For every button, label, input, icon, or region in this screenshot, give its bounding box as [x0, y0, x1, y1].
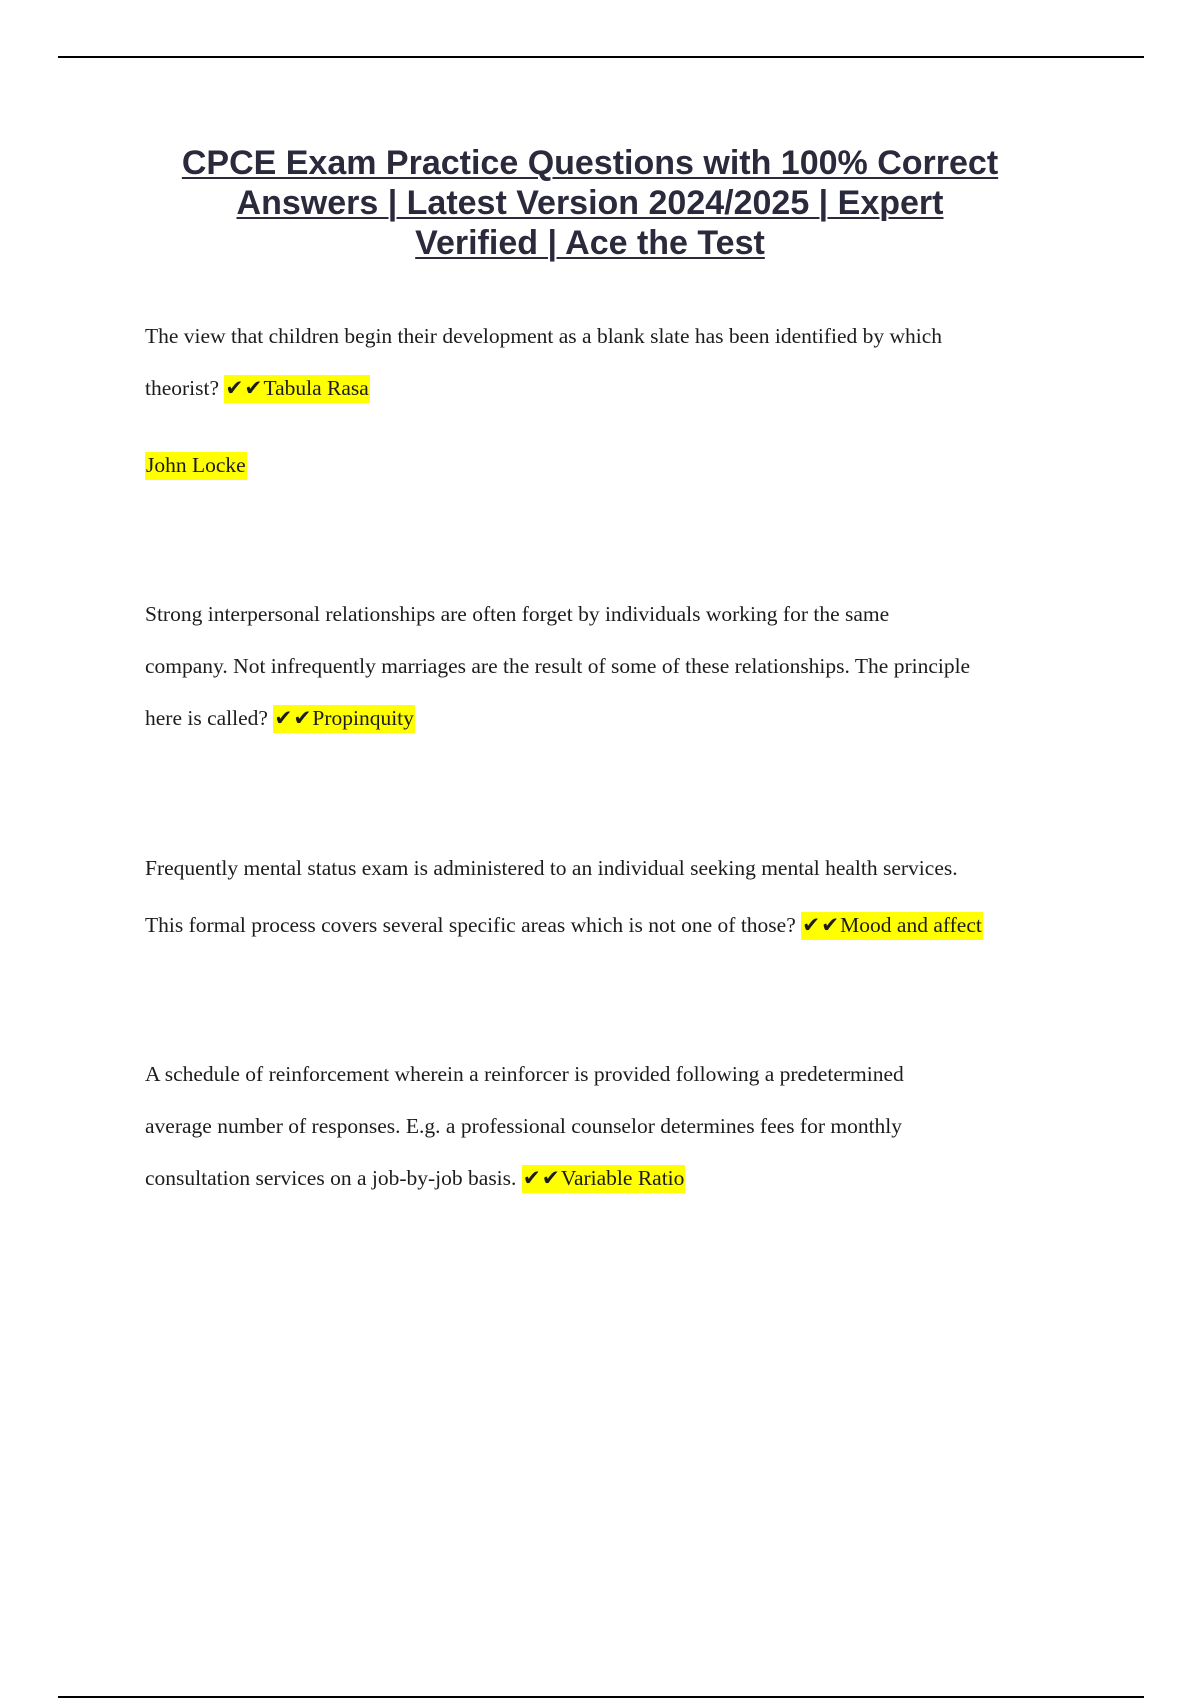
question-text-line — [145, 1152, 1085, 1204]
question-text: average number of responses. E.g. a professional counselor determines fees for monthly — [145, 1114, 903, 1138]
double-check-icon: ✔✔ — [522, 1166, 561, 1190]
question-text: The view that children begin their development as a blank slate has been identified by which — [145, 324, 943, 348]
double-check-icon: ✔✔ — [802, 913, 841, 937]
answer-text: Mood and affect — [840, 913, 982, 937]
question-block — [145, 1048, 1085, 1204]
header-rule — [58, 56, 1144, 58]
question-text-line — [145, 899, 1085, 956]
answer-text: Propinquity — [312, 706, 414, 730]
document-title — [90, 143, 1090, 263]
question-text: A schedule of reinforcement wherein a reinforcer is provided following a predetermined — [145, 1062, 904, 1086]
answer-highlight — [224, 375, 369, 403]
question-block — [145, 842, 1085, 956]
question-block — [145, 588, 1085, 744]
question-text-line — [145, 362, 1085, 439]
answer-text: Tabula Rasa — [263, 376, 369, 400]
question-text: Frequently mental status exam is administered to an individual seeking mental health services. — [145, 856, 958, 880]
double-check-icon: ✔✔ — [274, 706, 313, 730]
answer-extra-text: John Locke — [145, 452, 247, 480]
question-text: This formal process covers several specific areas which is not one of those? — [145, 913, 796, 937]
title-line: Answers | Latest Version 2024/2025 | Expert — [236, 184, 944, 222]
answer-highlight — [273, 705, 415, 733]
question-block — [145, 310, 1085, 491]
footer-rule — [58, 1696, 1144, 1698]
question-text-line — [145, 692, 1085, 744]
double-check-icon: ✔✔ — [225, 376, 264, 400]
answer-text: Variable Ratio — [560, 1166, 685, 1190]
question-text: Strong interpersonal relationships are often forget by individuals working for the same — [145, 602, 890, 626]
answer-highlight — [522, 1165, 686, 1193]
answer-highlight — [801, 912, 983, 940]
question-text: theorist? — [145, 376, 220, 400]
question-text: company. Not infrequently marriages are the result of some of these relationships. The principle — [145, 654, 971, 678]
question-text: here is called? — [145, 706, 268, 730]
title-line: Verified | Ace the Test — [415, 224, 765, 262]
answer-extra-line — [145, 439, 1085, 491]
title-line: CPCE Exam Practice Questions with 100% Correct — [181, 144, 999, 182]
question-text: consultation services on a job-by-job basis. — [145, 1166, 517, 1190]
